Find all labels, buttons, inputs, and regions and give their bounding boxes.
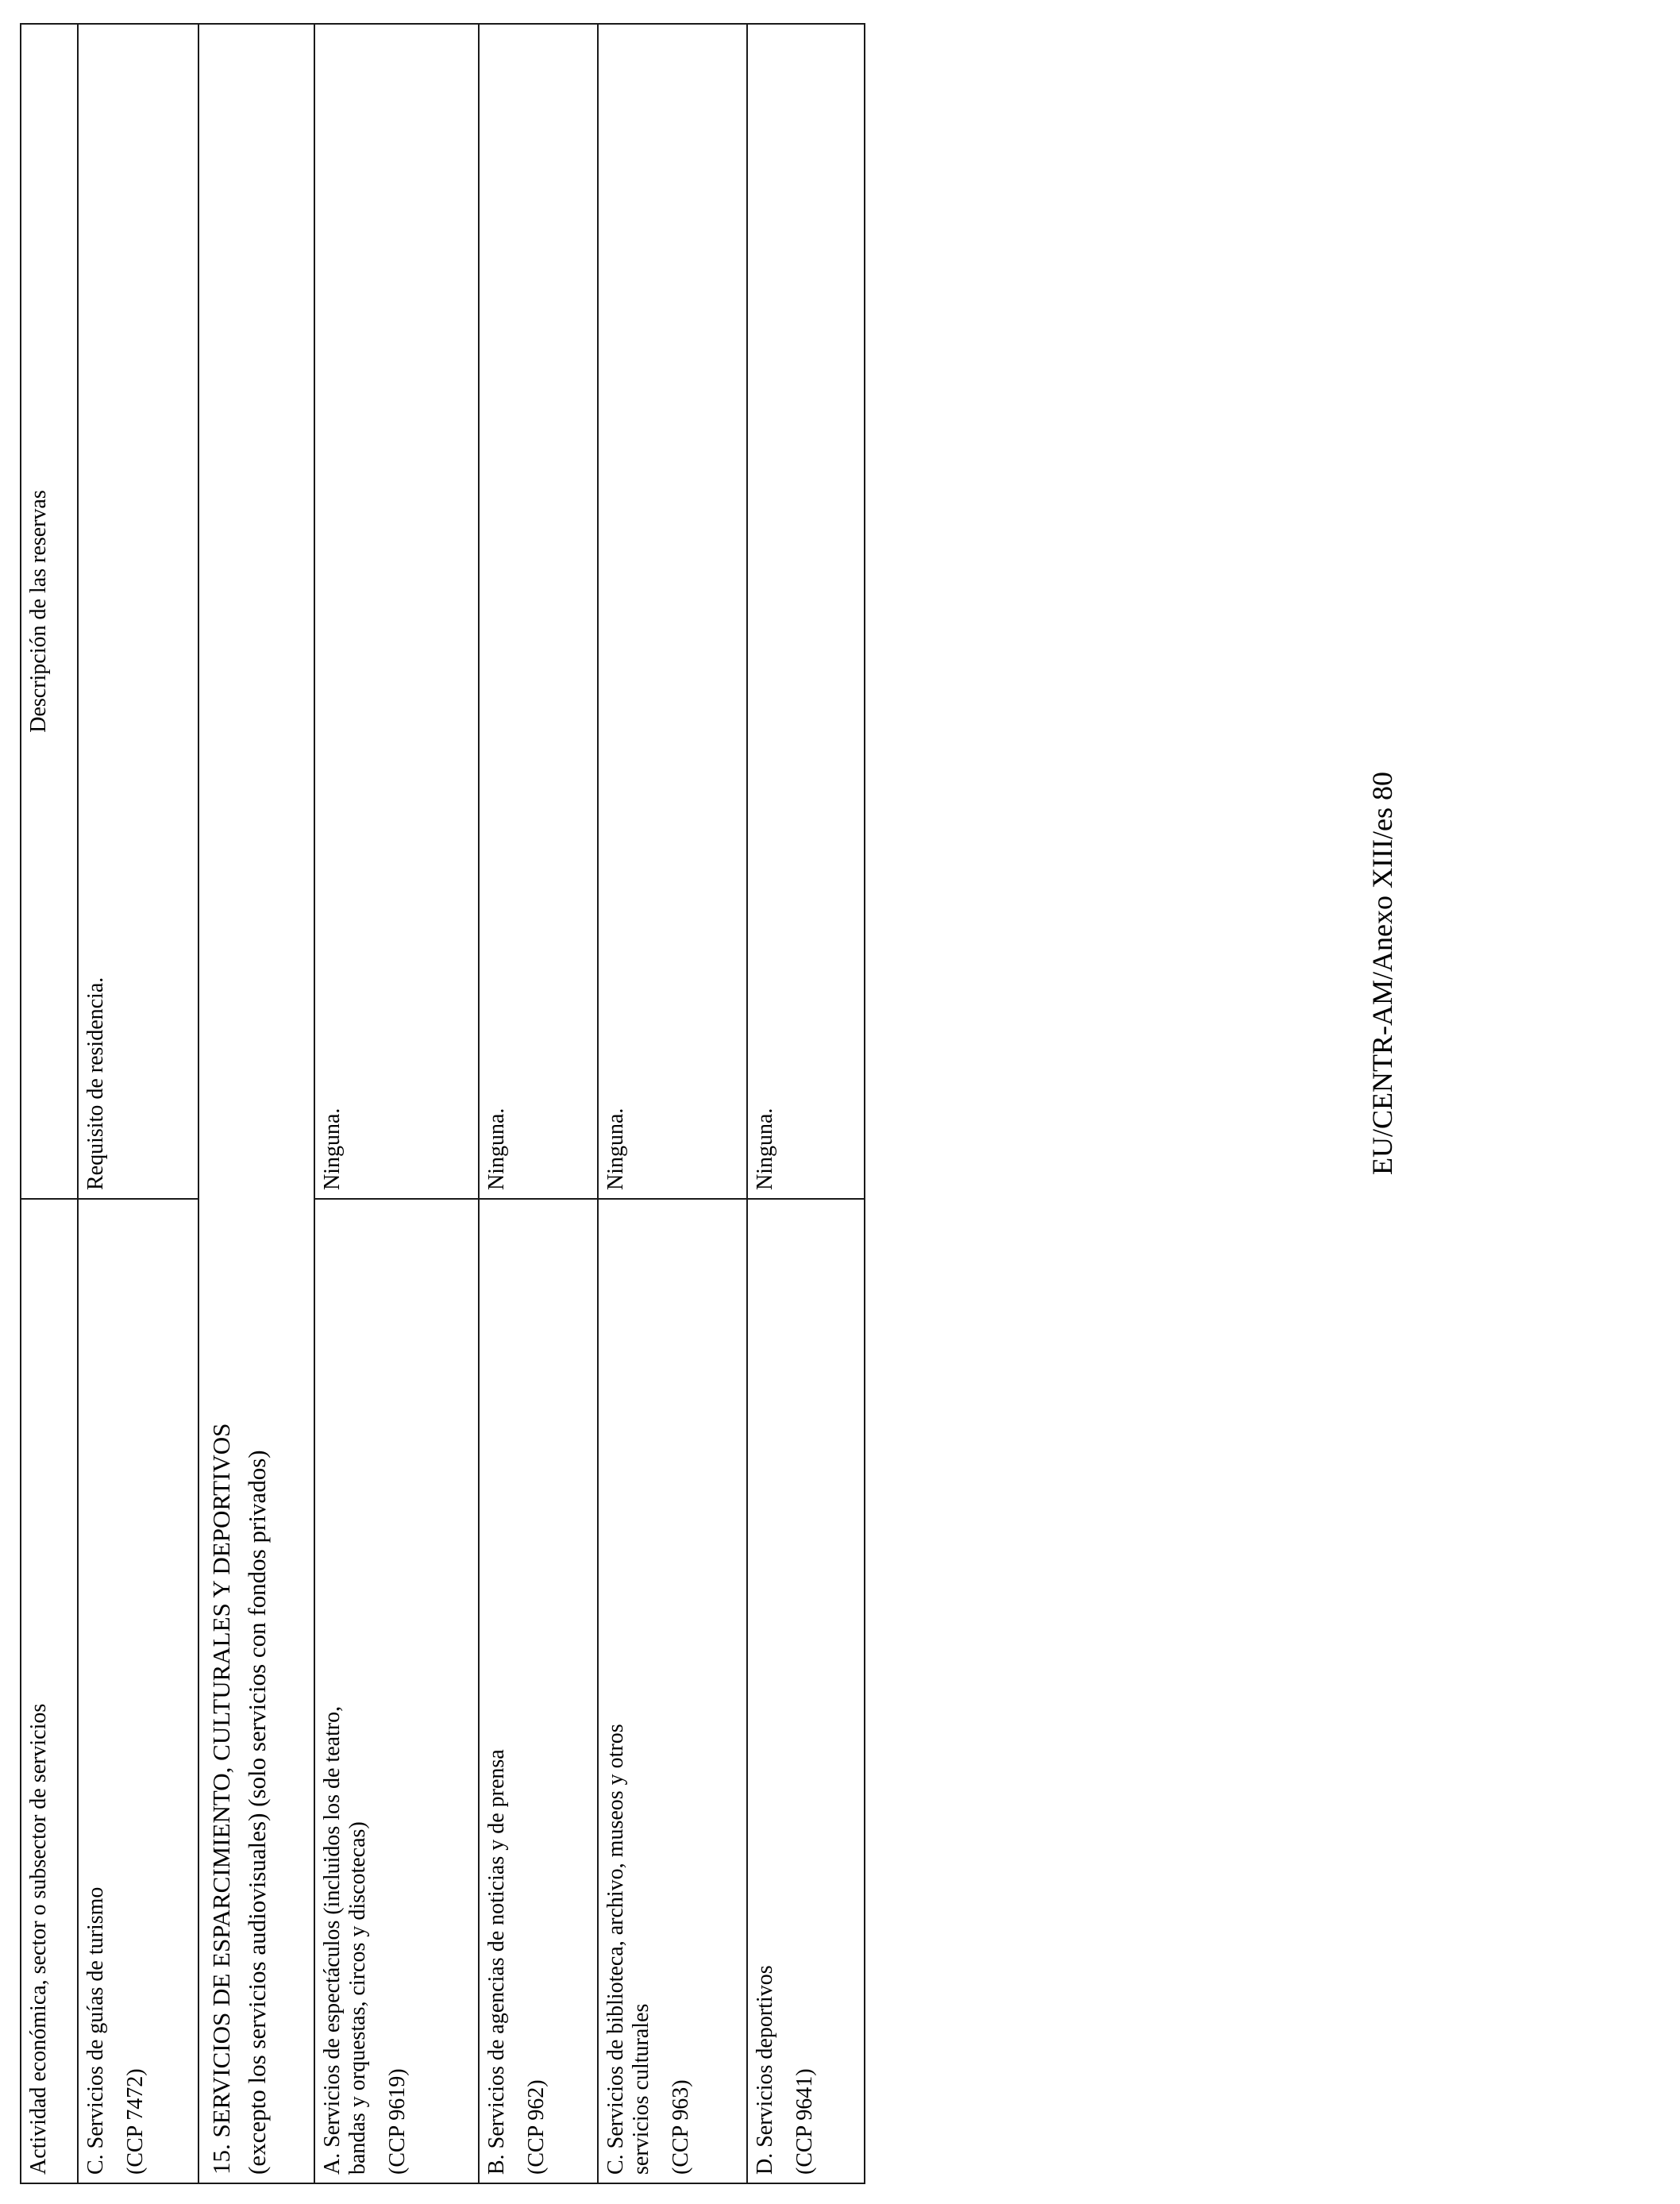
activity-cell (598, 1199, 747, 2183)
activity-cell (747, 1199, 865, 2183)
description-cell: Ninguna. (479, 24, 598, 1199)
activity-cell (78, 1199, 198, 2183)
section-header-cell (198, 24, 314, 2183)
activity-name: C. Servicios de biblioteca, archivo, museos y otros (603, 1724, 628, 2175)
description-cell: Ninguna. (598, 24, 747, 1199)
activity-name: A. Servicios de espectáculos (incluidos los de teatro, (320, 1705, 345, 2175)
table-row (479, 24, 598, 2183)
page-footer: EU/CENTR-AM/Anexo XIII/es 80 (1366, 772, 1398, 1175)
section-subtitle: (excepto los servicios audiovisuales) (solo servicios con fondos privados) (242, 1450, 271, 2175)
table-header-row (21, 24, 78, 2183)
section-row (198, 24, 314, 2183)
activity-name-cont: servicios culturales (629, 2003, 654, 2175)
ccp-code: (CCP 9641) (792, 2068, 818, 2175)
ccp-code: (CCP 7472) (123, 2068, 148, 2175)
activity-cell (314, 1199, 479, 2183)
description-cell: Ninguna. (314, 24, 479, 1199)
activity-name: B. Servicios de agencias de noticias y de prensa (484, 1749, 509, 2175)
table-row (78, 24, 198, 2183)
table-row (747, 24, 865, 2183)
activity-name-cont: bandas y orquestas, circos y discotecas) (345, 1821, 371, 2175)
reservations-table (20, 23, 865, 2184)
ccp-code: (CCP 9619) (385, 2068, 410, 2175)
section-title: 15. SERVICIOS DE ESPARCIMIENTO, CULTURALES Y DEPORTIVOS (207, 1423, 235, 2175)
table-row (314, 24, 479, 2183)
header-description: Descripción de las reservas (21, 24, 78, 1199)
ccp-code: (CCP 963) (669, 2079, 694, 2175)
activity-name: D. Servicios deportivos (753, 1965, 777, 2175)
description-cell: Ninguna. (747, 24, 865, 1199)
ccp-code: (CCP 962) (524, 2079, 549, 2175)
header-activity: Actividad económica, sector o subsector de servicios (21, 1199, 78, 2183)
activity-name: C. Servicios de guías de turismo (83, 1886, 108, 2175)
activity-cell (479, 1199, 598, 2183)
description-cell: Requisito de residencia. (78, 24, 198, 1199)
table-row (598, 24, 747, 2183)
